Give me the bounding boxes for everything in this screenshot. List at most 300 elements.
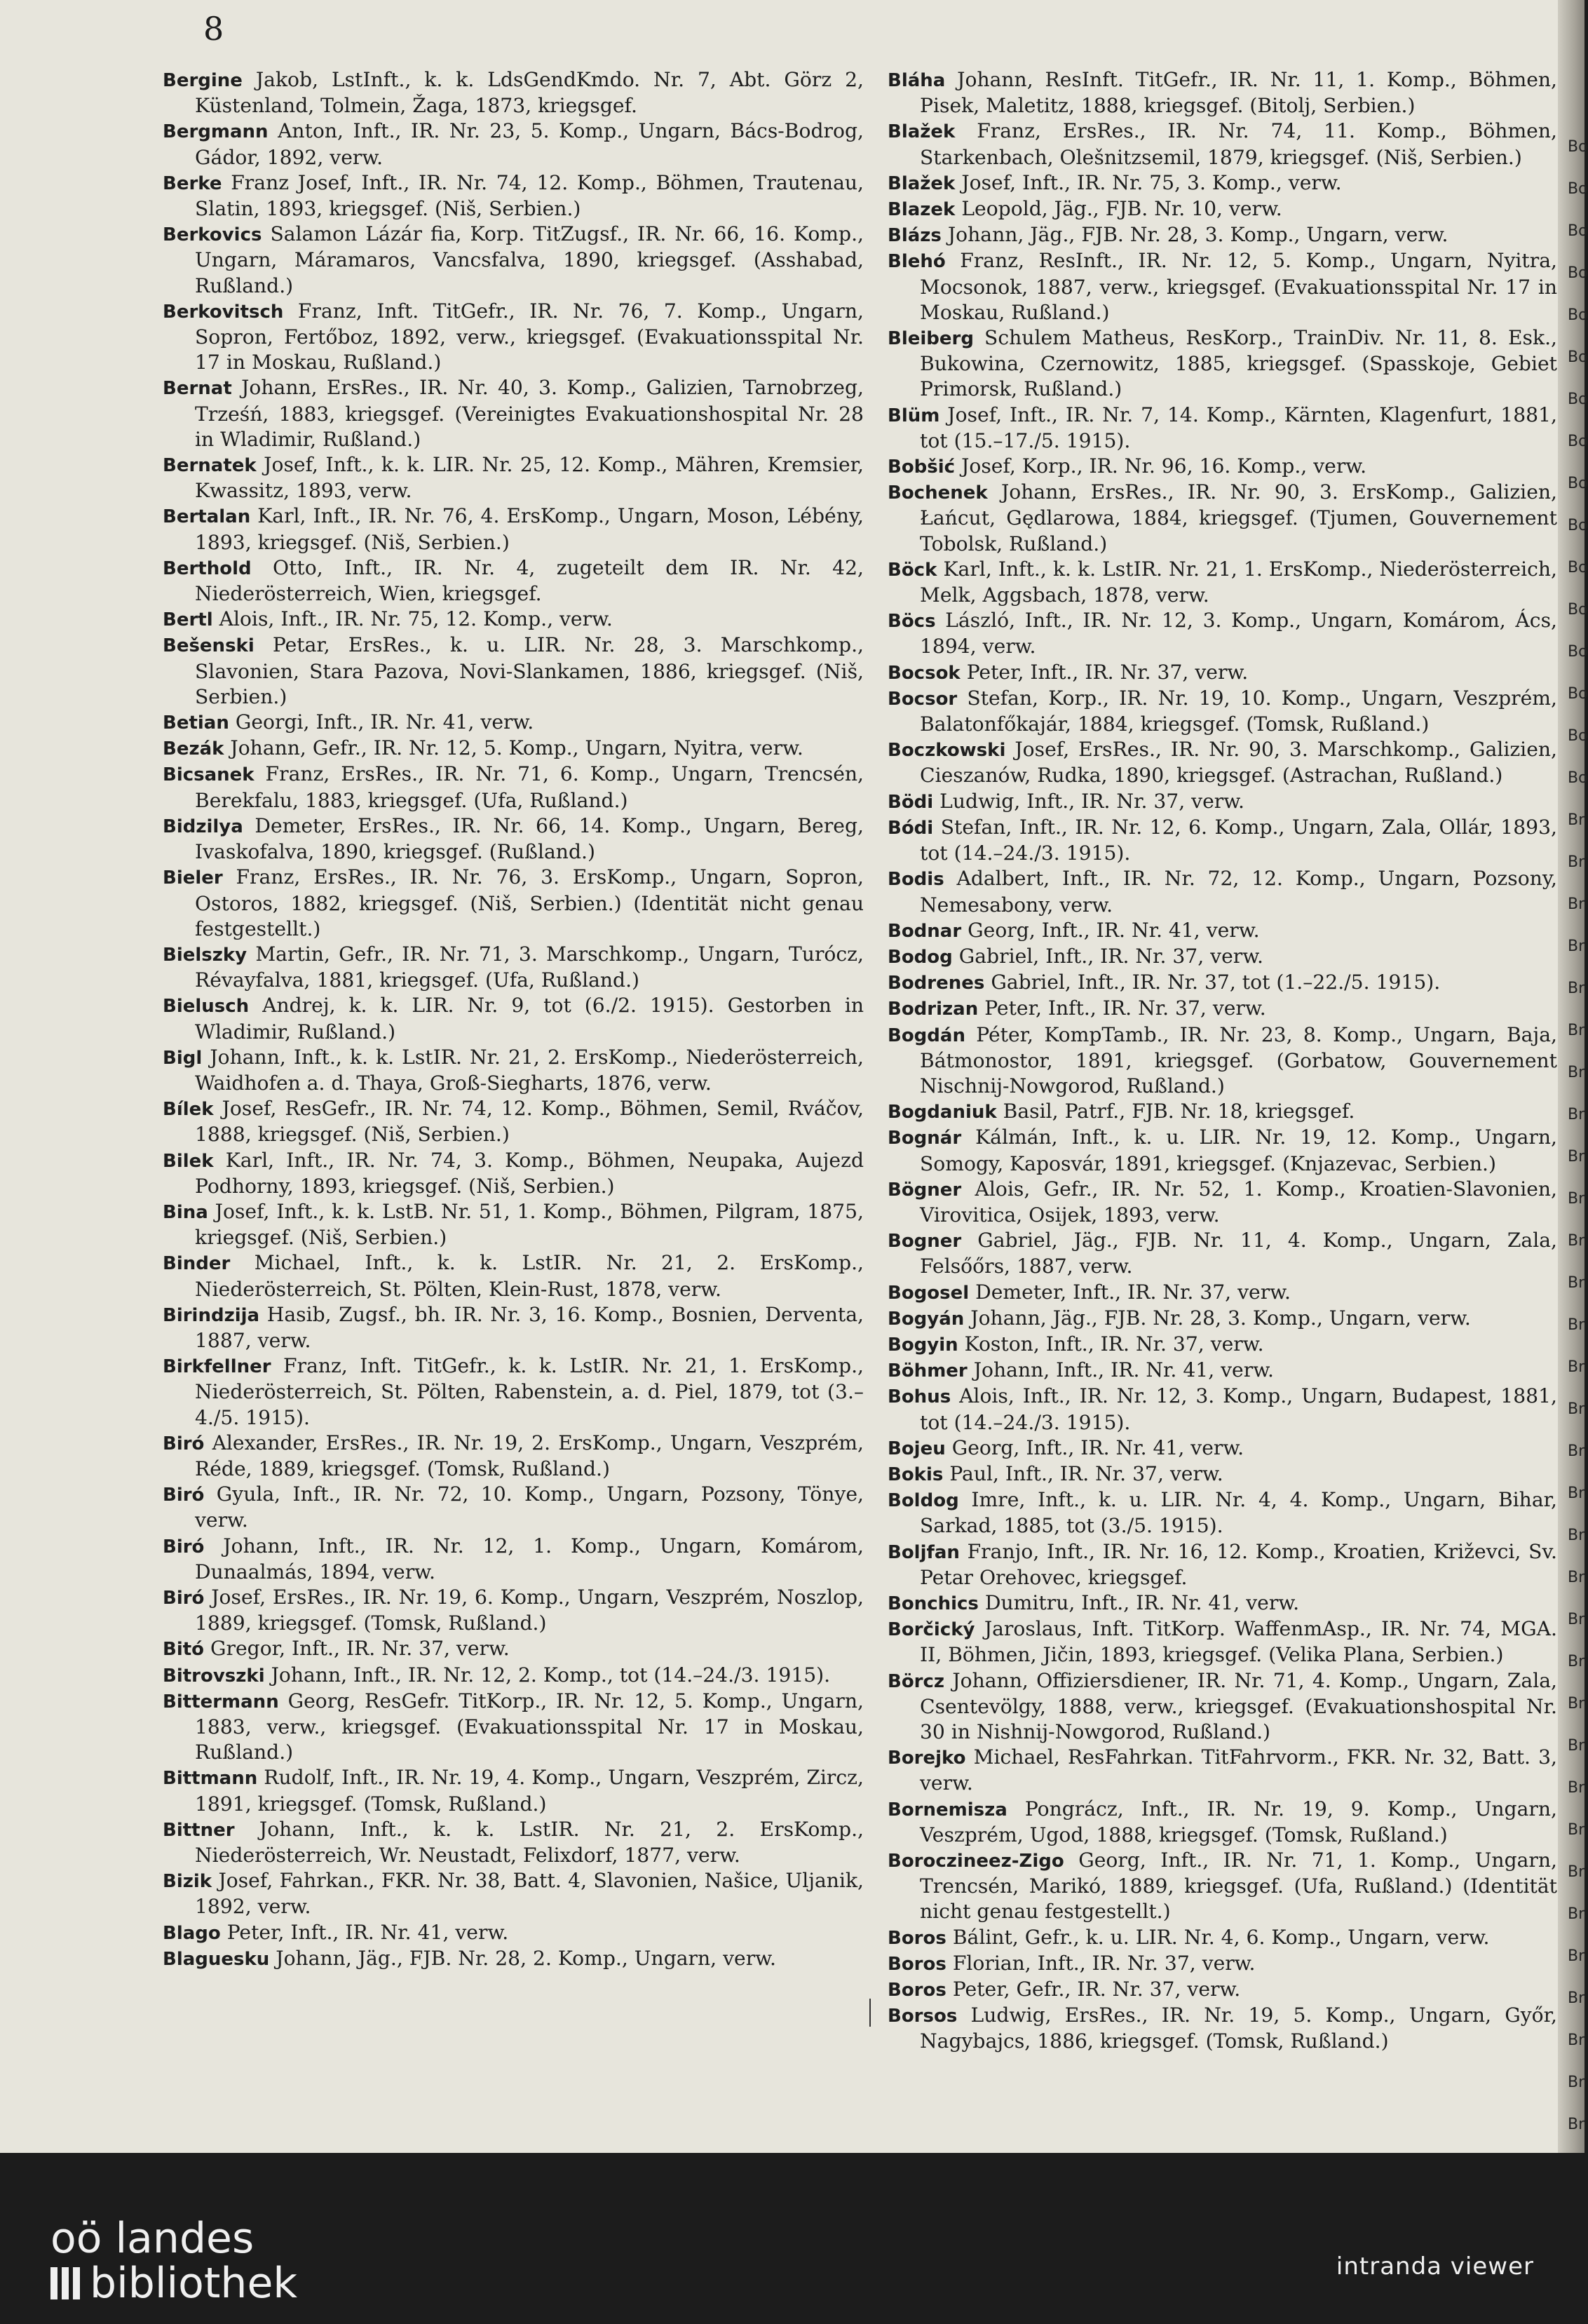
entry-details: Karl, Inft., IR. Nr. 74, 3. Komp., Böhmen, Neupaka, Aujezd Podhorny, 1893, kriegsgef. (Niš, Serbien.) <box>195 1148 864 1198</box>
register-entry <box>888 222 1557 248</box>
entry-surname: Boros <box>888 1980 946 2001</box>
register-entry <box>163 452 864 504</box>
register-entry <box>163 1534 864 1585</box>
entry-surname: Borsos <box>888 2006 958 2027</box>
register-entry <box>163 1868 864 1919</box>
entry-surname: Blažek <box>888 121 956 143</box>
register-entry <box>888 325 1557 403</box>
register-entry <box>888 1280 1557 1306</box>
entry-details: Demeter, Inft., IR. Nr. 37, verw. <box>975 1280 1291 1304</box>
entry-details: Johann, ErsRes., IR. Nr. 90, 3. ErsKomp., Galizien, Łańcut, Gędlarowa, 1884, kriegsgef. (Tjumen, Gouvernement Tobolsk, Rußland.) <box>920 480 1557 555</box>
entry-surname: Bojeu <box>888 1438 946 1459</box>
register-entry <box>888 119 1557 170</box>
entry-details: Johann, Offiziersdiener, IR. Nr. 71, 4. Komp., Ungarn, Zala, Csentevölgy, 1888, verw., kriegsgef. (Evakuationshospital Nr. 30 in Nishnij-Nowgorod, Rußland.) <box>920 1668 1557 1743</box>
entry-surname: Blüm <box>888 405 940 426</box>
entry-details: Georg, Inft., IR. Nr. 71, 1. Komp., Ungarn, Trencsén, Marikó, 1889, kriegsgef. (Ufa, Rußland.) (Identität nicht genau festgestellt.) <box>920 1849 1558 1924</box>
entry-surname: Bittermann <box>163 1691 279 1712</box>
register-entry <box>888 1332 1557 1358</box>
edge-letter: Bo <box>1568 138 1588 156</box>
entry-details: Josef, Inft., IR. Nr. 7, 14. Komp., Kärnten, Klagenfurt, 1881, tot (15.–17./5. 1915). <box>920 403 1557 452</box>
entry-surname: Bodnar <box>888 920 962 942</box>
entry-details: Johann, Jäg., FJB. Nr. 28, 3. Komp., Ungarn, verw. <box>947 223 1448 247</box>
entry-details: Gregor, Inft., IR. Nr. 37, verw. <box>210 1637 510 1661</box>
entry-surname: Borčický <box>888 1619 975 1641</box>
entry-details: Rudolf, Inft., IR. Nr. 19, 4. Komp., Ungarn, Veszprém, Zircz, 1891, kriegsgef. (Tomsk, Rußland.) <box>195 1766 864 1816</box>
entry-details: Franz, ErsRes., IR. Nr. 74, 11. Komp., Böhmen, Starkenbach, Olešnitzsemil, 1879, kriegsgef. (Niš, Serbien.) <box>920 119 1557 169</box>
register-entry <box>163 710 864 736</box>
entry-details: Franz, ErsRes., IR. Nr. 71, 6. Komp., Ungarn, Trencsén, Berekfalu, 1883, kriegsgef. (Ufa, Rußland.) <box>195 762 864 812</box>
entry-details: Gabriel, Jäg., FJB. Nr. 11, 4. Komp., Ungarn, Zala, Felsőőrs, 1887, verw. <box>920 1229 1557 1278</box>
edge-letter: Br <box>1568 1863 1585 1881</box>
register-entry <box>888 403 1557 454</box>
column-divider <box>869 1999 871 2027</box>
edge-letter: Br <box>1568 1148 1585 1166</box>
entry-surname: Blažek <box>888 173 956 194</box>
entry-details: Pongrácz, Inft., IR. Nr. 19, 9. Komp., Ungarn, Veszprém, Ugod, 1888, kriegsgef. (Tomsk, Rußland.) <box>920 1797 1557 1846</box>
entry-details: Georg, Inft., IR. Nr. 41, verw. <box>968 918 1260 942</box>
entry-surname: Bigl <box>163 1047 203 1069</box>
entry-details: Basil, Patrf., FJB. Nr. 18, kriegsgef. <box>1003 1100 1355 1123</box>
entry-surname: Bernatek <box>163 455 257 477</box>
entry-details: Georg, Inft., IR. Nr. 41, verw. <box>951 1435 1244 1459</box>
edge-letter: Br <box>1568 1400 1585 1418</box>
edge-letter: Br <box>1568 1358 1585 1376</box>
register-entry <box>163 1663 864 1689</box>
entry-surname: Bogyán <box>888 1308 965 1330</box>
register-entry <box>163 813 864 865</box>
entry-surname: Bitó <box>163 1639 205 1661</box>
logo-line-2: bibliothek <box>90 2259 298 2308</box>
register-entry <box>163 375 864 452</box>
register-entry <box>888 1925 1557 1951</box>
register-entry <box>888 1797 1557 1848</box>
edge-letter: Bo <box>1568 769 1588 787</box>
register-entry <box>888 789 1557 815</box>
entry-surname: Börcz <box>888 1670 945 1692</box>
edge-letter: Br <box>1568 1022 1585 1039</box>
register-entry <box>888 815 1557 866</box>
entry-surname: Bodog <box>888 946 953 968</box>
edge-letter: Br <box>1568 1569 1585 1586</box>
entry-surname: Bina <box>163 1201 208 1223</box>
entry-surname: Bonchics <box>888 1593 979 1614</box>
entry-details: Alois, Gefr., IR. Nr. 52, 1. Komp., Kroatien-Slavonien, Virovitica, Osijek, 1893, verw. <box>920 1177 1557 1227</box>
entry-surname: Bielusch <box>163 996 250 1018</box>
entry-details: Andrej, k. k. LIR. Nr. 9, tot (6./2. 1915). Gestorben in Wladimir, Rußland.) <box>195 994 864 1043</box>
entry-surname: Bokis <box>888 1464 944 1485</box>
entry-surname: Bohus <box>888 1386 951 1408</box>
register-entry <box>888 1848 1557 1925</box>
entry-details: Johann, Inft., IR. Nr. 12, 2. Komp., tot (14.–24./3. 1915). <box>271 1663 831 1687</box>
entry-details: Peter, Inft., IR. Nr. 37, verw. <box>984 997 1266 1020</box>
entry-details: Paul, Inft., IR. Nr. 37, verw. <box>949 1461 1223 1485</box>
entry-surname: Boczkowski <box>888 740 1006 762</box>
entry-details: Ludwig, Inft., IR. Nr. 37, verw. <box>939 789 1244 813</box>
register-entry <box>163 1946 864 1972</box>
entry-surname: Borejko <box>888 1748 966 1769</box>
entry-surname: Bertl <box>163 609 213 631</box>
entry-details: Otto, Inft., IR. Nr. 4, zugeteilt dem IR. Nr. 42, Niederösterreich, Wien, kriegsgef. <box>195 555 864 606</box>
entry-surname: Bidzilya <box>163 816 243 837</box>
edge-letter: Bo <box>1568 306 1588 324</box>
entry-details: Franjo, Inft., IR. Nr. 16, 12. Komp., Kroatien, Križevci, Sv. Petar Orehovec, kriegsgef. <box>920 1539 1557 1589</box>
register-entry <box>163 1096 864 1147</box>
entry-details: Franz, ResInft., IR. Nr. 12, 5. Komp., Ungarn, Nyitra, Mocsonok, 1887, verw., kriegsgef. (Evakuationsspital Nr. 17 in Moskau, Rußland.) <box>920 249 1557 324</box>
register-entry <box>163 1199 864 1250</box>
register-entry <box>888 248 1557 325</box>
entry-details: Peter, Inft., IR. Nr. 41, verw. <box>226 1920 509 1944</box>
register-entry <box>163 993 864 1044</box>
register-entry <box>163 736 864 762</box>
register-entry <box>888 1177 1557 1228</box>
register-entry <box>163 1482 864 1533</box>
entry-details: Karl, Inft., IR. Nr. 76, 4. ErsKomp., Ungarn, Moson, Lébény, 1893, kriegsgef. (Niš, Serbien.) <box>195 504 864 554</box>
edge-letter: Br <box>1568 1779 1585 1797</box>
register-entry <box>888 196 1557 222</box>
entry-details: Johann, Jäg., FJB. Nr. 28, 3. Komp., Ungarn, verw. <box>970 1306 1471 1330</box>
entry-details: Josef, Korp., IR. Nr. 96, 16. Komp., verw. <box>961 454 1367 478</box>
entry-surname: Bieler <box>163 867 223 889</box>
logo-bars-icon <box>50 2263 84 2308</box>
entry-details: Josef, Fahrkan., FKR. Nr. 38, Batt. 4, Slavonien, Našice, Uljanik, 1892, verw. <box>195 1869 864 1919</box>
entry-details: Péter, KompTamb., IR. Nr. 23, 8. Komp., Ungarn, Baja, Bátmonostor, 1891, kriegsgef. (Gorbatow, Gouvernement Nischnij-Nowgorod, Rußland.) <box>920 1022 1557 1097</box>
entry-surname: Bognár <box>888 1128 962 1149</box>
entry-details: Jaroslaus, Inft. TitKorp. WaffenmAsp., IR. Nr. 74, MGA. II, Böhmen, Jičin, 1893, kriegsgef. (Velika Plana, Serbien.) <box>920 1617 1558 1667</box>
edge-letter: Bo <box>1568 517 1588 534</box>
edge-letter: Br <box>1568 1821 1585 1839</box>
entry-details: Franz, Inft. TitGefr., k. k. LstIR. Nr. 21, 1. ErsKomp., Niederösterreich, St. Pölten, Rabenstein, a. d. Piel, 1879, tot (3.–4./5. 1915). <box>195 1354 864 1429</box>
register-entry <box>888 1435 1557 1461</box>
register-entry <box>163 504 864 555</box>
register-entry <box>888 866 1557 917</box>
entry-surname: Bódi <box>888 817 934 839</box>
register-entry <box>888 944 1557 970</box>
entry-surname: Boros <box>888 1927 946 1949</box>
entry-surname: Blazek <box>888 199 956 221</box>
edge-letter: Bo <box>1568 643 1588 661</box>
entry-surname: Blaguesku <box>163 1948 270 1970</box>
entry-surname: Blehó <box>888 251 946 273</box>
register-entry <box>888 1125 1557 1176</box>
edge-letter: Br <box>1568 1653 1585 1670</box>
entry-details: Schulem Matheus, ResKorp., TrainDiv. Nr. 11, 8. Esk., Bukowina, Czernowitz, 1885, kriegsgef. (Spasskoje, Gebiet Primorsk, Rußland.) <box>920 326 1557 401</box>
entry-details: Johann, Jäg., FJB. Nr. 28, 2. Komp., Ungarn, verw. <box>276 1946 776 1970</box>
entry-surname: Bertalan <box>163 506 251 528</box>
register-entry <box>163 633 864 710</box>
edge-letter: Bo <box>1568 391 1588 408</box>
register-entry <box>163 1431 864 1482</box>
entry-surname: Boljfan <box>888 1541 960 1563</box>
register-entry <box>163 607 864 633</box>
edge-letter: Bo <box>1568 433 1588 450</box>
register-entry <box>888 1616 1557 1668</box>
entry-surname: Birindzija <box>163 1304 260 1326</box>
edge-letter: Br <box>1568 1695 1585 1712</box>
entry-surname: Bocsok <box>888 662 961 684</box>
register-entry <box>888 1099 1557 1125</box>
entry-surname: Bogosel <box>888 1282 970 1304</box>
register-entry <box>163 1689 864 1766</box>
register-entry <box>888 1461 1557 1487</box>
register-entry <box>163 1148 864 1199</box>
entry-details: Michael, ResFahrkan. TitFahrvorm., FKR. Nr. 32, Batt. 3, verw. <box>920 1745 1557 1795</box>
entry-surname: Berkovitsch <box>163 301 284 323</box>
entry-details: Franz, Inft. TitGefr., IR. Nr. 76, 7. Komp., Ungarn, Sopron, Fertőboz, 1892, verw., kriegsgef. (Evakuationsspital Nr. 17 in Moskau, Rußland.) <box>195 299 864 374</box>
register-entry <box>163 67 864 119</box>
entry-surname: Bittner <box>163 1819 235 1841</box>
entry-surname: Böhmer <box>888 1360 968 1382</box>
entry-details: Josef, ErsRes., IR. Nr. 90, 3. Marschkomp., Galizien, Cieszanów, Rudka, 1890, kriegsgef. (Astrachan, Rußland.) <box>920 738 1557 788</box>
register-entry <box>888 1022 1557 1100</box>
entry-surname: Bogner <box>888 1231 962 1252</box>
register-entry <box>163 1765 864 1816</box>
register-entry <box>888 1590 1557 1616</box>
entry-surname: Bogdaniuk <box>888 1102 997 1123</box>
library-logo[interactable] <box>50 2216 297 2308</box>
register-entry <box>888 170 1557 196</box>
entry-surname: Biró <box>163 1536 205 1558</box>
entry-details: Alois, Inft., IR. Nr. 75, 12. Komp., verw. <box>219 607 613 631</box>
entry-details: Florian, Inft., IR. Nr. 37, verw. <box>952 1951 1256 1975</box>
register-entry <box>163 1302 864 1353</box>
edge-letter: Br <box>1568 980 1585 997</box>
register-entry <box>888 686 1557 737</box>
entry-details: Alois, Inft., IR. Nr. 12, 3. Komp., Ungarn, Budapest, 1881, tot (14.–24./3. 1915). <box>920 1384 1557 1434</box>
entry-details: Johann, Inft., k. k. LstIR. Nr. 21, 2. ErsKomp., Niederösterreich, Wr. Neustadt, Felixdorf, 1877, verw. <box>195 1817 864 1867</box>
entry-details: Johann, Inft., IR. Nr. 12, 1. Komp., Ungarn, Komárom, Dunaalmás, 1894, verw. <box>195 1534 864 1583</box>
register-entry <box>163 555 864 607</box>
entry-details: Bálint, Gefr., k. u. LIR. Nr. 4, 6. Komp., Ungarn, verw. <box>952 1925 1490 1949</box>
entry-details: Karl, Inft., k. k. LstIR. Nr. 21, 1. ErsKomp., Niederösterreich, Melk, Aggsbach, 1878, verw. <box>920 557 1557 607</box>
entry-details: Peter, Gefr., IR. Nr. 37, verw. <box>952 1978 1241 2001</box>
register-entry <box>888 1977 1557 2003</box>
register-entry <box>888 1384 1557 1435</box>
edge-letter: Br <box>1568 1316 1585 1334</box>
edge-letter: Bo <box>1568 559 1588 576</box>
edge-letter: Br <box>1568 1947 1585 1965</box>
edge-letter: Bo <box>1568 222 1588 240</box>
register-entry <box>888 1745 1557 1796</box>
edge-letter: Bo <box>1568 601 1588 619</box>
edge-letter: Br <box>1568 1989 1585 2007</box>
entry-details: Johann, Inft., k. k. LstIR. Nr. 21, 2. ErsKomp., Niederösterreich, Waidhofen a. d. Thaya, Groß-Siegharts, 1876, verw. <box>195 1045 864 1095</box>
entry-details: Franz Josef, Inft., IR. Nr. 74, 12. Komp., Böhmen, Trautenau, Slatin, 1893, kriegsgef. (Niš, Serbien.) <box>195 170 864 221</box>
edge-letter: Br <box>1568 1232 1585 1250</box>
entry-details: Gyula, Inft., IR. Nr. 72, 10. Komp., Ungarn, Pozsony, Tönye, verw. <box>195 1482 864 1532</box>
entry-surname: Bizik <box>163 1871 212 1893</box>
edge-letter: Br <box>1568 811 1585 829</box>
entry-surname: Bergine <box>163 70 243 91</box>
viewer-brand[interactable]: intranda viewer <box>1336 2252 1534 2281</box>
entry-surname: Bocsor <box>888 688 958 710</box>
right-column <box>888 67 1557 2055</box>
entry-surname: Boldog <box>888 1490 959 1512</box>
register-entry <box>888 737 1557 788</box>
entry-details: Josef, ErsRes., IR. Nr. 19, 6. Komp., Ungarn, Veszprém, Noszlop, 1889, kriegsgef. (Tomsk, Rußland.) <box>195 1585 864 1635</box>
register-entry <box>163 1636 864 1662</box>
edge-letter: Br <box>1568 1274 1585 1292</box>
register-entry <box>888 67 1557 119</box>
entry-surname: Bögner <box>888 1179 962 1201</box>
register-entry <box>888 1228 1557 1279</box>
entry-surname: Bornemisza <box>888 1799 1007 1820</box>
entry-details: Georg, ResGefr. TitKorp., IR. Nr. 12, 5. Komp., Ungarn, 1883, verw., kriegsgef. (Evakuationsspital Nr. 17 in Moskau, Rußland.) <box>195 1689 864 1764</box>
entry-details: Stefan, Korp., IR. Nr. 19, 10. Komp., Ungarn, Veszprém, Balatonfőkajár, 1884, kriegsgef. (Tomsk, Rußland.) <box>920 686 1557 736</box>
register-entry <box>163 1250 864 1302</box>
register-entry <box>163 119 864 170</box>
entry-details: Michael, Inft., k. k. LstIR. Nr. 21, 2. ErsKomp., Niederösterreich, St. Pölten, Klein-Rust, 1878, verw. <box>195 1251 864 1301</box>
entry-surname: Bittmann <box>163 1768 258 1790</box>
register-entry <box>163 1045 864 1096</box>
entry-surname: Bogdán <box>888 1025 965 1046</box>
entry-details: Gabriel, Inft., IR. Nr. 37, tot (1.–22./5. 1915). <box>991 971 1441 994</box>
edge-letter: Br <box>1568 1611 1585 1628</box>
register-entry <box>888 1539 1557 1590</box>
register-entry <box>163 1585 864 1636</box>
entry-surname: Bodrenes <box>888 973 985 994</box>
entry-details: Leopold, Jäg., FJB. Nr. 10, verw. <box>961 197 1282 221</box>
register-entry <box>163 942 864 993</box>
entry-details: Demeter, ErsRes., IR. Nr. 66, 14. Komp., Ungarn, Bereg, Ivaskofalva, 1890, kriegsgef. (Rußland.) <box>195 813 864 864</box>
register-entry <box>888 557 1557 608</box>
entry-details: Petar, ErsRes., k. u. LIR. Nr. 28, 3. Marschkomp., Slavonien, Stara Pazova, Novi-Slankamen, 1886, kriegsgef. (Niš, Serbien.) <box>195 633 864 708</box>
entry-details: Anton, Inft., IR. Nr. 23, 5. Komp., Ungarn, Bács-Bodrog, Gádor, 1892, verw. <box>195 119 864 169</box>
register-entry <box>888 1306 1557 1332</box>
edge-letter: Br <box>1568 1190 1585 1208</box>
register-entry <box>163 865 864 942</box>
entry-surname: Boros <box>888 1953 946 1975</box>
edge-letter: Br <box>1568 2116 1585 2133</box>
entry-surname: Bezák <box>163 738 224 760</box>
edge-letter: Br <box>1568 1064 1585 1081</box>
register-entry <box>888 608 1557 659</box>
entry-details: Dumitru, Inft., IR. Nr. 41, verw. <box>984 1590 1300 1614</box>
register-entry <box>163 170 864 222</box>
viewer-footer <box>0 2153 1584 2324</box>
edge-letter: Bo <box>1568 475 1588 492</box>
register-entry <box>888 1951 1557 1977</box>
entry-details: Gabriel, Inft., IR. Nr. 37, verw. <box>958 944 1263 968</box>
edge-letter: Br <box>1568 2074 1585 2091</box>
entry-surname: Birkfellner <box>163 1356 271 1378</box>
entry-surname: Bláha <box>888 70 946 91</box>
entry-surname: Blázs <box>888 225 942 247</box>
entry-surname: Bilek <box>163 1150 214 1172</box>
entry-details: Jakob, LstInft., k. k. LdsGendKmdo. Nr. 7, Abt. Görz 2, Küstenland, Tolmein, Žaga, 1873, kriegsgef. <box>195 68 864 118</box>
edge-letter: Bo <box>1568 685 1588 703</box>
edge-letter: Br <box>1568 1905 1585 1923</box>
edge-letter: Br <box>1568 2032 1585 2049</box>
entry-surname: Bitrovszki <box>163 1665 265 1687</box>
entry-surname: Biró <box>163 1433 205 1454</box>
edge-letter: Bo <box>1568 180 1588 198</box>
edge-letter: Br <box>1568 1485 1585 1502</box>
entry-surname: Binder <box>163 1253 231 1275</box>
entry-details: Josef, Inft., IR. Nr. 75, 3. Komp., verw. <box>961 170 1342 194</box>
page-number: 8 <box>203 10 224 48</box>
entry-details: Koston, Inft., IR. Nr. 37, verw. <box>964 1332 1264 1356</box>
entry-surname: Bodrizan <box>888 999 979 1020</box>
edge-letter: Br <box>1568 1106 1585 1123</box>
entry-details: Georgi, Inft., IR. Nr. 41, verw. <box>235 710 534 734</box>
register-entry <box>888 1358 1557 1384</box>
entry-surname: Bogyin <box>888 1334 958 1356</box>
edge-letter: Br <box>1568 896 1585 913</box>
entry-surname: Bleiberg <box>888 328 974 350</box>
register-entry <box>888 996 1557 1022</box>
entry-surname: Betian <box>163 712 229 734</box>
edge-letter: Br <box>1568 1443 1585 1460</box>
entry-surname: Bochenek <box>888 482 988 504</box>
register-entry <box>888 918 1557 944</box>
entry-details: Alexander, ErsRes., IR. Nr. 19, 2. ErsKomp., Ungarn, Veszprém, Réde, 1889, kriegsgef. (Tomsk, Rußland.) <box>195 1431 864 1480</box>
register-entry <box>163 762 864 813</box>
entry-details: Ludwig, ErsRes., IR. Nr. 19, 5. Komp., Ungarn, Győr, Nagybajcs, 1886, kriegsgef. (Tomsk, Rußland.) <box>920 2004 1557 2053</box>
entry-details: Johann, Gefr., IR. Nr. 12, 5. Komp., Ungarn, Nyitra, verw. <box>230 736 803 760</box>
entry-surname: Bešenski <box>163 635 255 657</box>
entry-surname: Böck <box>888 559 937 581</box>
entry-surname: Bödi <box>888 791 934 813</box>
entry-surname: Biró <box>163 1587 205 1609</box>
entry-surname: Berthold <box>163 558 252 579</box>
entry-details: Johann, ErsRes., IR. Nr. 40, 3. Komp., Galizien, Tarnobrzeg, Trześń, 1883, kriegsgef. (Vereinigtes Evakuationshospital Nr. 28 in Wladimir, Rußland.) <box>195 376 864 451</box>
entry-details: Josef, ResGefr., IR. Nr. 74, 12. Komp., Böhmen, Semil, Rváčov, 1888, kriegsgef. (Niš, Serbien.) <box>195 1097 864 1147</box>
entry-surname: Bernat <box>163 378 232 400</box>
adjacent-page-letters <box>1568 126 1588 2230</box>
edge-letter: Br <box>1568 1527 1585 1544</box>
edge-letter: Bo <box>1568 727 1588 745</box>
register-entry <box>888 1668 1557 1745</box>
entry-details: Johann, Inft., IR. Nr. 41, verw. <box>973 1358 1274 1382</box>
register-entry <box>888 660 1557 686</box>
register-entry <box>163 222 864 299</box>
entry-surname: Bicsanek <box>163 764 255 786</box>
entry-details: Josef, Inft., k. k. LIR. Nr. 25, 12. Komp., Mähren, Kremsier, Kwassitz, 1893, verw. <box>195 453 864 503</box>
entry-details: Hasib, Zugsf., bh. IR. Nr. 3, 16. Komp., Bosnien, Derventa, 1887, verw. <box>195 1302 864 1352</box>
edge-letter: Bo <box>1568 264 1588 282</box>
register-entry <box>888 970 1557 996</box>
entry-details: Salamon Lázár fia, Korp. TitZugsf., IR. Nr. 66, 16. Komp., Ungarn, Máramaros, Vancsfalva, 1890, kriegsgef. (Asshabad, Rußland.) <box>195 222 864 297</box>
register-entry <box>163 1920 864 1946</box>
entry-details: Adalbert, Inft., IR. Nr. 72, 12. Komp., Ungarn, Pozsony, Nemesabony, verw. <box>920 867 1557 917</box>
entry-details: Peter, Inft., IR. Nr. 37, verw. <box>966 660 1249 684</box>
edge-letter: Br <box>1568 853 1585 871</box>
entry-surname: Bodis <box>888 869 944 891</box>
entry-details: László, Inft., IR. Nr. 12, 3. Komp., Ungarn, Komárom, Ács, 1894, verw. <box>920 609 1557 658</box>
entry-surname: Biró <box>163 1485 205 1506</box>
entry-details: Imre, Inft., k. u. LIR. Nr. 4, 4. Komp., Ungarn, Bihar, Sarkad, 1885, tot (3./5. 1915). <box>920 1488 1557 1538</box>
entry-surname: Blago <box>163 1922 221 1944</box>
register-entry <box>888 454 1557 480</box>
entry-surname: Bielszky <box>163 944 247 966</box>
entry-details: Franz, ErsRes., IR. Nr. 76, 3. ErsKomp., Ungarn, Sopron, Ostoros, 1882, kriegsgef. (Niš, Serbien.) (Identität nicht genau festgestellt.) <box>195 865 864 940</box>
entry-surname: Bílek <box>163 1099 214 1121</box>
logo-line-1: oö landes <box>50 2214 255 2263</box>
edge-letter: Br <box>1568 1737 1585 1755</box>
entry-details: Martin, Gefr., IR. Nr. 71, 3. Marschkomp., Ungarn, Turócz, Révayfalva, 1881, kriegsgef. (Ufa, Rußland.) <box>195 942 864 992</box>
entry-surname: Böcs <box>888 611 936 633</box>
entry-details: Johann, ResInft. TitGefr., IR. Nr. 11, 1. Komp., Böhmen, Pisek, Maletitz, 1888, kriegsgef. (Bitolj, Serbien.) <box>920 68 1557 118</box>
entry-details: Josef, Inft., k. k. LstB. Nr. 51, 1. Komp., Böhmen, Pilgram, 1875, kriegsgef. (Niš, Serbien.) <box>195 1199 864 1250</box>
left-column <box>163 67 864 1972</box>
register-entry <box>888 2003 1557 2054</box>
edge-letter: Bo <box>1568 349 1588 366</box>
entry-details: Kálmán, Inft., k. u. LIR. Nr. 19, 12. Komp., Ungarn, Somogy, Kaposvár, 1891, kriegsgef. (Knjazevac, Serbien.) <box>920 1126 1557 1175</box>
entry-details: Stefan, Inft., IR. Nr. 12, 6. Komp., Ungarn, Zala, Ollár, 1893, tot (14.–24./3. 1915). <box>920 815 1557 865</box>
register-entry <box>888 480 1557 557</box>
register-entry <box>163 1817 864 1868</box>
entry-surname: Berke <box>163 173 222 194</box>
